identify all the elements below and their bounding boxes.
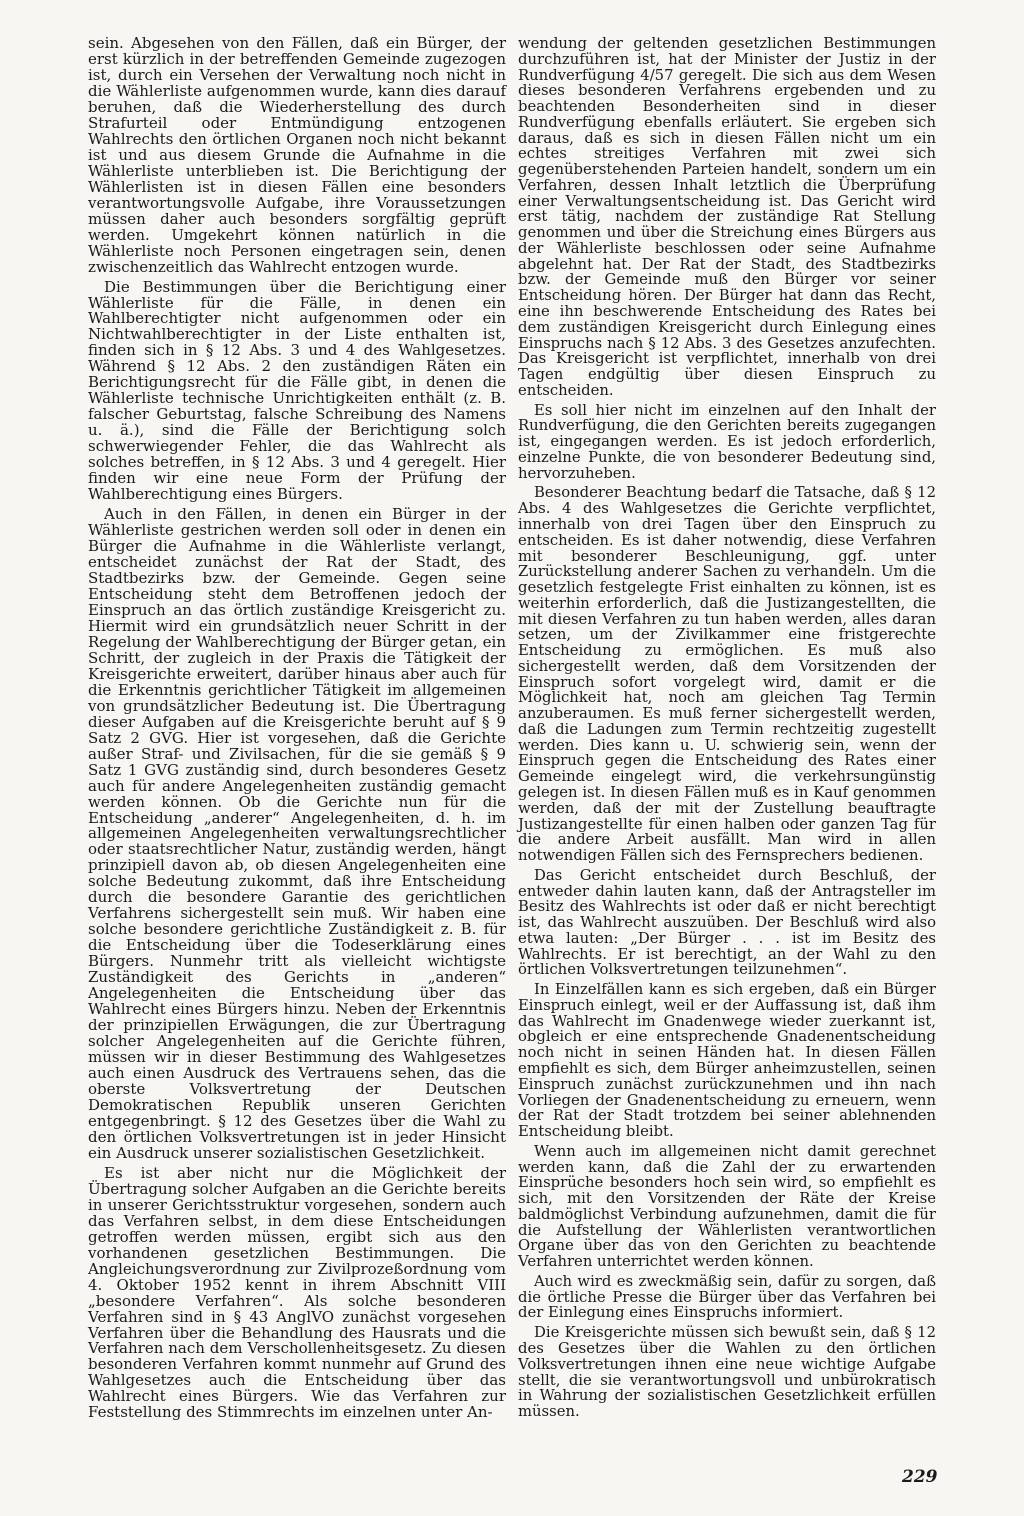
paragraph: Es soll hier nicht im einzelnen auf den Inhalt der Rundverfügung, die den Gerichten bereits zugegangen ist, eingegangen werden. Es ist jedoch erforderlich, einzelne Punkte, die von besonderer Bedeutung sind, hervorzuheben. — [518, 401, 936, 482]
paragraph: Die Kreisgerichte müssen sich bewußt sein, daß § 12 des Gesetzes über die Wahlen zu den örtlichen Volksvertretungen ihnen eine neue wichtige Aufgabe stellt, die sie verantwortungsvoll und unbürokratisch in Wahrung der sozialistischen Gesetzlichkeit erfüllen müssen. — [518, 1324, 936, 1421]
paragraph: sein. Abgesehen von den Fällen, daß ein Bürger, der erst kürzlich in der betreffenden Gemeinde zugezogen ist, durch ein Versehen der Verwaltung noch nicht in die Wählerliste aufgenommen wurde, kann dies darauf beruhen, daß die Wiederherstellung des durch Strafurteil oder Entmündigung entzogenen Wahlrechts den örtlichen Organen noch nicht bekannt ist und aus diesem Grunde die Aufnahme in die Wählerliste unterblieben ist. Die Berichtigung der Wählerlisten ist in diesen Fällen eine besonders verantwortungsvolle Aufgabe, ihre Voraussetzungen müssen daher auch besonders sorgfältig geprüft werden. Umgekehrt können natürlich in die Wählerliste noch Personen eingetragen sein, denen zwischenzeitlich das Wahlrecht entzogen wurde. — [88, 34, 506, 276]
paragraph: Auch in den Fällen, in denen ein Bürger in der Wählerliste gestrichen werden soll oder in denen ein Bürger die Aufnahme in die Wählerliste verlangt, entscheidet zunächst der Rat der Stadt, des Stadtbezirks bzw. der Gemeinde. Gegen seine Entscheidung steht dem Betroffenen jedoch der Einspruch an das örtlich zuständige Kreisgericht zu. Hiermit wird ein grundsätzlich neuer Schritt in der Regelung der Wahlberechtigung der Bürger getan, ein Schritt, der zugleich in der Praxis die Tätigkeit der Kreisgerichte erweitert, darüber hinaus aber auch für die Erkenntnis gerichtlicher Tätigkeit im allgemeinen von grundsätzlicher Bedeutung ist. Die Übertragung dieser Aufgaben auf die Kreisgerichte beruht auf § 9 Satz 2 GVG. Hier ist vorgesehen, daß die Gerichte außer Straf- und Zivilsachen, für die sie gemäß § 9 Satz 1 GVG zuständig sind, durch besonderes Gesetz auch für andere Angelegenheiten zuständig gemacht werden können. Ob die Gerichte nun für die Entscheidung „anderer“ Angelegenheiten, d. h. im allgemeinen Angelegenheiten verwaltungsrechtlicher oder staatsrechtlicher Natur, zuständig werden, hängt prinzipiell davon ab, ob diesen Angelegenheiten eine solche Bedeutung zukommt, daß ihre Entscheidung durch die besondere Garantie des gerichtlichen Verfahrens sichergestellt sein muß. Wir haben eine solche besondere gerichtliche Zuständigkeit z. B. für die Entscheidung über die Todeserklärung eines Bürgers. Nunmehr tritt als vielleicht wichtigste Zuständigkeit des Gerichts in „anderen“ Angelegenheiten die Entscheidung über das Wahlrecht eines Bürgers hinzu. Neben der Erkenntnis der prinzipiellen Erwägungen, die zur Übertragung solcher Angelegenheiten auf die Gerichte führen, müssen wir in dieser Bestimmung des Wahlgesetzes auch einen Ausdruck des Vertrauens sehen, das die oberste Volksvertretung der Deutschen Demokratischen Republik unseren Gerichten entgegenbringt. § 12 des Gesetzes über die Wahl zu den örtlichen Volksvertretungen ist in jeder Hinsicht ein Ausdruck unserer sozialistischen Gesetzlichkeit. — [88, 505, 506, 1162]
right-column — [518, 36, 936, 1424]
paragraph: Wenn auch im allgemeinen nicht damit gerechnet werden kann, daß die Zahl der zu erwartenden Einsprüche besonders hoch sein wird, so empfiehlt es sich, mit den Vorsitzenden der Räte der Kreise baldmöglichst Verbindung aufzunehmen, damit die für die Aufstellung der Wählerlisten verantwortlichen Organe über das von den Gerichten zu beachtende Verfahren unterrichtet werden können. — [518, 1142, 936, 1271]
paragraph: In Einzelfällen kann es sich ergeben, daß ein Bürger Einspruch einlegt, weil er der Auffassung ist, daß ihm das Wahlrecht im Gnadenwege wieder zuerkannt ist, obgleich er eine entsprechende Gnadenentscheidung noch nicht in seinen Händen hat. In diesen Fällen empfiehlt es sich, dem Bürger anheimzustellen, seinen Einspruch zunächst zurückzunehmen und ihn nach Vorliegen der Gnadenentscheidung zu erneuern, wenn der Rat der Stadt trotzdem bei seiner ablehnenden Entscheidung bleibt. — [518, 981, 936, 1141]
paragraph: Das Gericht entscheidet durch Beschluß, der entweder dahin lauten kann, daß der Antragsteller im Besitz des Wahlrechts ist oder daß er nicht berechtigt ist, das Wahlrecht auszuüben. Der Beschluß wird also etwa lauten: „Der Bürger . . . ist im Besitz des Wahlrechts. Er ist berechtigt, an der Wahl zu den örtlichen Volksvertretungen teilzunehmen“. — [518, 866, 936, 979]
paragraph: wendung der geltenden gesetzlichen Bestimmungen durchzuführen ist, hat der Minister der Justiz in der Rundverfügung 4/57 geregelt. Die sich aus dem Wesen dieses besonderen Verfahrens ergebenden und zu beachtenden Besonderheiten sind in dieser Rundverfügung ebenfalls erläutert. Sie ergeben sich daraus, daß es sich in diesen Fällen nicht um ein echtes streitiges Verfahren mit zwei sich gegenüberstehenden Parteien handelt, sondern um ein Verfahren, dessen Inhalt letztlich die Überprüfung einer Verwaltungsentscheidung ist. Das Gericht wird erst tätig, nachdem der zuständige Rat Stellung genommen und über die Streichung eines Bürgers aus der Wählerliste beschlossen oder seine Aufnahme abgelehnt hat. Der Rat der Stadt, des Stadtbezirks bzw. der Gemeinde muß den Bürger vor seiner Entscheidung hören. Der Bürger hat dann das Recht, eine ihn beschwerende Entscheidung des Rates bei dem zuständigen Kreisgericht durch Einlegung eines Einspruchs nach § 12 Abs. 3 des Gesetzes anzufechten. Das Kreisgericht ist verpflichtet, innerhalb von drei Tagen endgültig über diesen Einspruch zu entscheiden. — [518, 35, 936, 399]
page-number: 229 — [902, 1467, 938, 1487]
paragraph: Die Bestimmungen über die Berichtigung einer Wählerliste für die Fälle, in denen ein Wahlberechtigter nicht aufgenommen oder ein Nichtwahlberechtigter in der Liste enthalten ist, finden sich in § 12 Abs. 3 und 4 des Wahlgesetzes. Während § 12 Abs. 2 den zuständigen Räten ein Berichtigungsrecht für die Fälle gibt, in denen die Wählerliste technische Unrichtigkeiten enthält (z. B. falscher Geburtstag, falsche Schreibung des Namens u. ä.), sind die Fälle der Berichtigung solch schwerwiegender Fehler, die das Wahlrecht als solches betreffen, in § 12 Abs. 3 und 4 geregelt. Hier finden wir eine neue Form der Prüfung der Wahlberechtigung eines Bürgers. — [88, 277, 506, 504]
paragraph: Es ist aber nicht nur die Möglichkeit der Übertragung solcher Aufgaben an die Gerichte bereits in unserer Gerichtsstruktur vorgesehen, sondern auch das Verfahren selbst, in dem diese Entscheidungen getroffen werden müssen, ergibt sich aus den vorhandenen gesetzlichen Bestimmungen. Die Angleichungsverordnung zur Zivilprozeßordnung vom 4. Oktober 1952 kennt in ihrem Abschnitt VIII „besondere Verfahren“. Als solche besonderen Verfahren sind in § 43 AnglVO zunächst vorgesehen Verfahren über die Behandlung des Hausrats und die Verfahren nach dem Verschollenheitsgesetz. Zu diesen besonderen Verfahren kommt nunmehr auf Grund des Wahlgesetzes auch die Entscheidung über das Wahlrecht eines Bürgers. Wie das Verfahren zur Feststellung des Stimmrechts im einzelnen unter An- — [88, 1163, 506, 1422]
paragraph: Auch wird es zweckmäßig sein, dafür zu sorgen, daß die örtliche Presse die Bürger über das Verfahren bei der Einlegung eines Einspruchs informiert. — [518, 1272, 936, 1322]
left-column — [88, 36, 506, 1425]
paragraph: Besonderer Beachtung bedarf die Tatsache, daß § 12 Abs. 4 des Wahlgesetzes die Gerichte verpflichtet, innerhalb von drei Tagen über den Einspruch zu entscheiden. Es ist daher notwendig, diese Verfahren mit besonderer Beschleunigung, ggf. unter Zurückstellung anderer Sachen zu verhandeln. Um die gesetzlich festgelegte Frist einhalten zu können, ist es weiterhin erforderlich, daß die Justizangestellten, die mit diesen Verfahren zu tun haben werden, alles daran setzen, um der Zivilkammer eine fristgerechte Entscheidung zu ermöglichen. Es muß also sichergestellt werden, daß dem Vorsitzenden der Einspruch sofort vorgelegt wird, damit er die Möglichkeit hat, noch am gleichen Tag Termin anzuberaumen. Es muß ferner sichergestellt werden, daß die Ladungen zum Termin rechtzeitig zugestellt werden. Dies kann u. U. schwierig sein, wenn der Einspruch gegen die Entscheidung des Rates einer Gemeinde eingelegt wird, die verkehrsungünstig gelegen ist. In diesen Fällen muß es in Kauf genommen werden, daß der mit der Zustellung beauftragte Justizangestellte für einen halben oder ganzen Tag für die andere Arbeit ausfällt. Man wird in allen notwendigen Fällen sich des Fernsprechers bedienen. — [518, 484, 936, 865]
